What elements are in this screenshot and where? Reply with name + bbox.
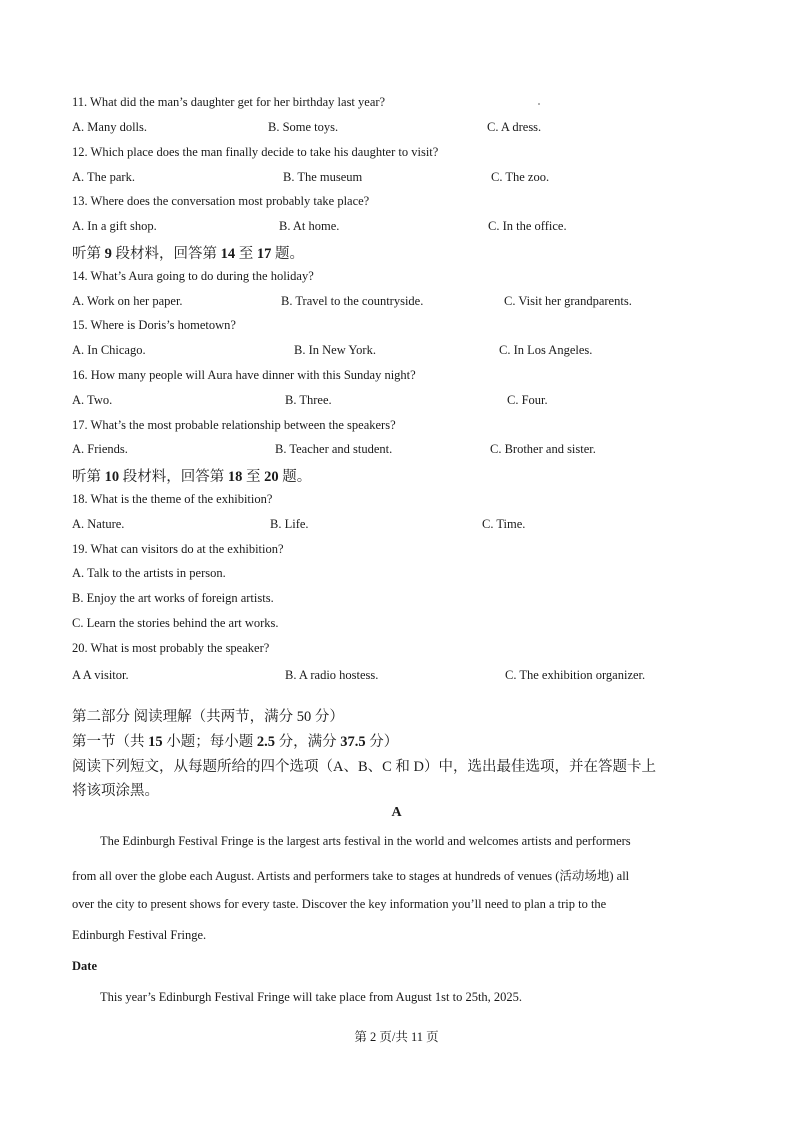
question-13: 13. Where does the conversation most probably take place? xyxy=(72,194,370,208)
page-footer: 第 2 页/共 11 页 xyxy=(354,1030,439,1044)
section-9-text: 至 xyxy=(235,246,257,262)
section-9-text: 段材料，回答第 xyxy=(111,246,221,262)
section-10-number: 10 xyxy=(104,469,120,485)
q15-option-a: A. In Chicago. xyxy=(72,343,146,357)
q18-option-b: B. Life. xyxy=(270,517,309,531)
scan-dot xyxy=(538,103,540,105)
section-10-to: 20 xyxy=(264,469,279,485)
q19-option-a: A. Talk to the artists in person. xyxy=(72,566,226,580)
question-12: 12. Which place does the man finally decide to take his daughter to visit? xyxy=(72,145,439,159)
q19-option-c: C. Learn the stories behind the art works. xyxy=(72,616,279,630)
q11-option-a: A. Many dolls. xyxy=(72,120,147,134)
q15-option-c: C. In Los Angeles. xyxy=(499,343,593,357)
passage-letter: A xyxy=(391,805,402,820)
passage-p1-line-2: from all over the globe each August. Artists and performers take to stages at hundreds of venues (活动场地) all xyxy=(72,869,630,883)
passage-p1-line-3: over the city to present shows for every taste. Discover the key information you’ll need to plan a trip to the xyxy=(72,897,607,911)
part-2-title: 第二部分 阅读理解（共两节，满分 50 分） xyxy=(72,709,344,725)
section-1-heading xyxy=(72,730,398,751)
section-9-text: 听第 xyxy=(72,246,105,262)
q17-option-b: B. Teacher and student. xyxy=(275,442,393,456)
question-14: 14. What’s Aura going to do during the holiday? xyxy=(72,269,314,283)
q17-option-a: A. Friends. xyxy=(72,442,128,456)
passage-p2: This year’s Edinburgh Festival Fringe will take place from August 1st to 25th, 2025. xyxy=(100,990,523,1004)
passage-p1-line-4: Edinburgh Festival Fringe. xyxy=(72,928,207,942)
q19-option-b: B. Enjoy the art works of foreign artists. xyxy=(72,591,274,605)
section-10-from: 18 xyxy=(227,469,243,485)
instructions-line-1: 阅读下列短文，从每题所给的四个选项（A、B、C 和 D）中，选出最佳选项，并在答题卡上 xyxy=(72,759,657,775)
passage-p1-line-1: The Edinburgh Festival Fringe is the largest arts festival in the world and welcomes artists and performers xyxy=(100,834,631,848)
question-19: 19. What can visitors do at the exhibition? xyxy=(72,542,284,556)
section-10-text: 听第 xyxy=(72,469,105,485)
q12-option-a: A. The park. xyxy=(72,170,135,184)
section-9-to: 17 xyxy=(256,246,272,262)
question-11: 11. What did the man’s daughter get for her birthday last year? xyxy=(72,95,386,109)
question-17: 17. What’s the most probable relationship between the speakers? xyxy=(72,418,396,432)
instructions-line-2: 将该项涂黑。 xyxy=(72,783,159,799)
q20-option-c: C. The exhibition organizer. xyxy=(505,668,646,682)
section-10-text: 段材料，回答第 xyxy=(119,469,228,485)
section-1-points-each: 2.5 xyxy=(256,734,275,750)
q13-option-c: C. In the office. xyxy=(488,219,567,233)
question-20: 20. What is most probably the speaker? xyxy=(72,641,270,655)
section-1-total: 37.5 xyxy=(340,734,366,750)
q18-option-a: A. Nature. xyxy=(72,517,125,531)
q14-option-a: A. Work on her paper. xyxy=(72,294,183,308)
q15-option-b: B. In New York. xyxy=(294,343,376,357)
q20-option-b: B. A radio hostess. xyxy=(285,668,379,682)
section-10-heading xyxy=(72,465,311,486)
section-1-text: 第一节（共 xyxy=(72,734,149,750)
section-1-text: 分，满分 xyxy=(275,734,341,750)
section-1-text: 小题；每小题 xyxy=(162,734,257,750)
section-10-text: 至 xyxy=(242,469,265,485)
q14-option-c: C. Visit her grandparents. xyxy=(504,294,632,308)
section-9-from: 14 xyxy=(220,246,236,262)
question-16: 16. How many people will Aura have dinner with this Sunday night? xyxy=(72,368,416,382)
q16-option-a: A. Two. xyxy=(72,393,113,407)
passage-heading-date: Date xyxy=(72,959,97,973)
q14-option-b: B. Travel to the countryside. xyxy=(281,294,424,308)
q12-option-b: B. The museum xyxy=(283,170,363,184)
section-9-number: 9 xyxy=(104,246,112,262)
section-9-text: 题。 xyxy=(271,246,304,262)
section-1-count: 15 xyxy=(148,734,163,750)
q16-option-b: B. Three. xyxy=(285,393,332,407)
q13-option-a: A. In a gift shop. xyxy=(72,219,157,233)
section-9-heading xyxy=(72,242,304,263)
section-1-text: 分） xyxy=(365,734,399,750)
section-10-text: 题。 xyxy=(278,469,312,485)
q11-option-b: B. Some toys. xyxy=(268,120,339,134)
question-18: 18. What is the theme of the exhibition? xyxy=(72,492,273,506)
q16-option-c: C. Four. xyxy=(507,393,548,407)
q18-option-c: C. Time. xyxy=(482,517,526,531)
q11-option-c: C. A dress. xyxy=(487,120,542,134)
q12-option-c: C. The zoo. xyxy=(491,170,550,184)
q13-option-b: B. At home. xyxy=(279,219,340,233)
q17-option-c: C. Brother and sister. xyxy=(490,442,596,456)
q20-option-a: A A visitor. xyxy=(72,668,129,682)
question-15: 15. Where is Doris’s hometown? xyxy=(72,318,236,332)
